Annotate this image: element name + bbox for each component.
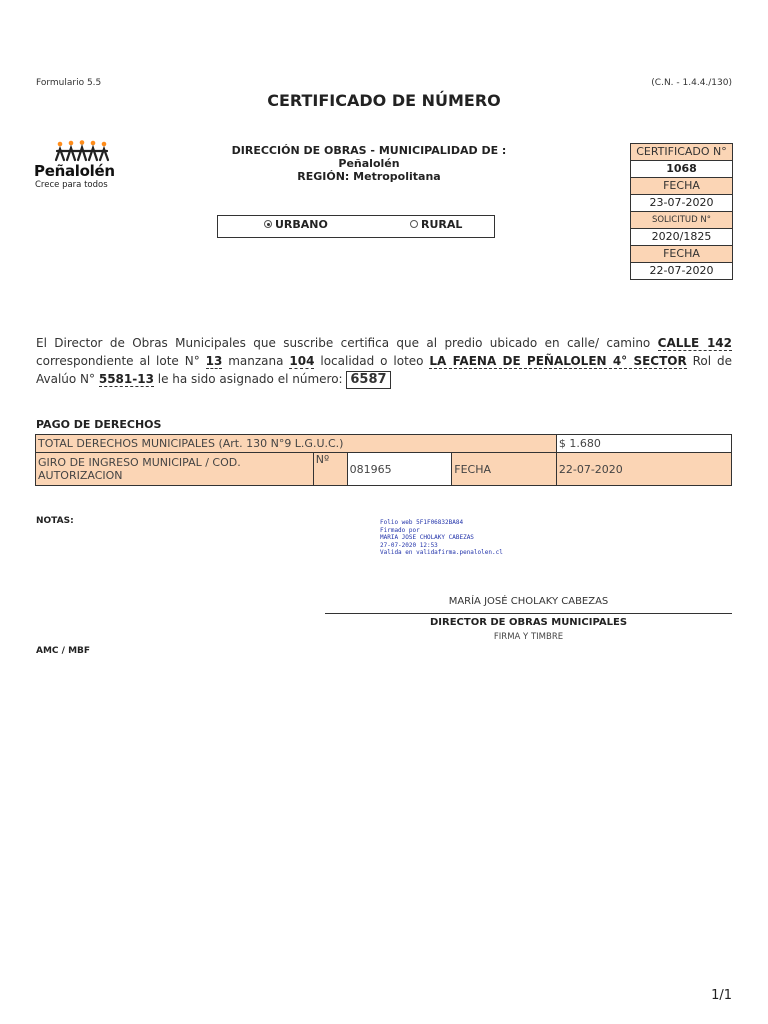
logo-tagline: Crece para todos [35,180,108,190]
direction-block [210,144,528,183]
signer-name: MARÍA JOSÉ CHOLAKY CABEZAS [448,596,609,607]
certificate-date: 23-07-2020 [631,194,732,211]
certificate-number: 1068 [631,160,732,177]
giro-label: GIRO DE INGRESO MUNICIPAL / COD. AUTORIZACION [36,453,314,486]
certificate-number-label: CERTIFICADO N° [631,144,732,160]
zone-selector [217,215,495,238]
logo-name: Peñalolén [34,162,115,180]
notes-label: NOTAS: [36,516,74,526]
page-number: 1/1 [711,988,732,1003]
people-figures-icon [54,140,110,164]
request-date: 22-07-2020 [631,262,732,279]
author-initials: AMC / MBF [36,646,91,656]
penalolen-logo [34,140,124,192]
zone-option-urbano[interactable] [264,218,328,231]
table-row [36,435,732,453]
urbano-label: URBANO [275,218,328,231]
signature-subtitle: FIRMA Y TIMBRE [493,632,564,642]
certification-paragraph [36,334,732,389]
certificate-info-box [630,143,733,280]
lot-value: 13 [205,354,223,368]
no-value: 081965 [347,453,452,486]
fecha-value: 22-07-2020 [556,453,731,486]
payment-table [35,434,732,486]
request-number-label: SOLICITUD N° [631,211,732,228]
radio-selected-icon [264,220,272,228]
stamp-line: Valida en validafirma.penalolen.cl [380,549,503,557]
para-text: correspondiente al lote N° [36,354,206,368]
para-text: le ha sido asignado el número: [153,372,347,386]
para-text: El Director de Obras Municipales que suscribe certifica que al predio ubicado en calle/ camino [36,336,658,350]
zone-option-rural[interactable] [410,218,462,231]
fecha-label: FECHA [452,453,557,486]
para-text: Rol de Avalúo N° [36,354,733,386]
street-value: CALLE 142 [657,336,732,350]
certificate-date-label: FECHA [631,177,732,194]
block-value: 104 [289,354,315,368]
rol-value: 5581-13 [98,372,154,386]
no-label: Nº [313,453,347,486]
stamp-line: MARIA JOSE CHOLAKY CABEZAS [380,534,474,542]
stamp-line: Folio web 5F1F06832BA84 [380,519,464,526]
stamp-line: 27-07-2020 12:53 [380,541,438,549]
total-label: TOTAL DERECHOS MUNICIPALES (Art. 130 N°9 L.G.U.C.) [36,435,557,453]
direction-line: DIRECCIÓN DE OBRAS - MUNICIPALIDAD DE : [231,144,507,157]
signer-role: DIRECTOR DE OBRAS MUNICIPALES [429,617,628,628]
stamp-line: Firmado por [380,526,420,534]
total-value: $ 1.680 [556,435,731,453]
locality-value: LA FAENA DE PEÑALOLEN 4° SECTOR [429,354,687,368]
payment-title: PAGO DE DERECHOS [36,418,162,431]
assigned-number: 6587 [346,371,390,389]
form-id: Formulario 5.5 [36,78,102,88]
electronic-signature-stamp [380,519,503,557]
request-number: 2020/1825 [631,228,732,245]
rural-label: RURAL [421,218,463,231]
municipality-name: Peñalolén [338,157,400,170]
region-line: REGIÓN: Metropolitana [297,170,441,183]
request-date-label: FECHA [631,245,732,262]
document-title: CERTIFICADO DE NÚMERO [267,91,501,110]
table-row [36,453,732,486]
para-text: manzana [222,354,290,368]
form-code: (C.N. - 1.4.4./130) [651,78,732,88]
radio-unselected-icon [410,220,418,228]
para-text: localidad o loteo [314,354,430,368]
signature-line [325,613,732,614]
